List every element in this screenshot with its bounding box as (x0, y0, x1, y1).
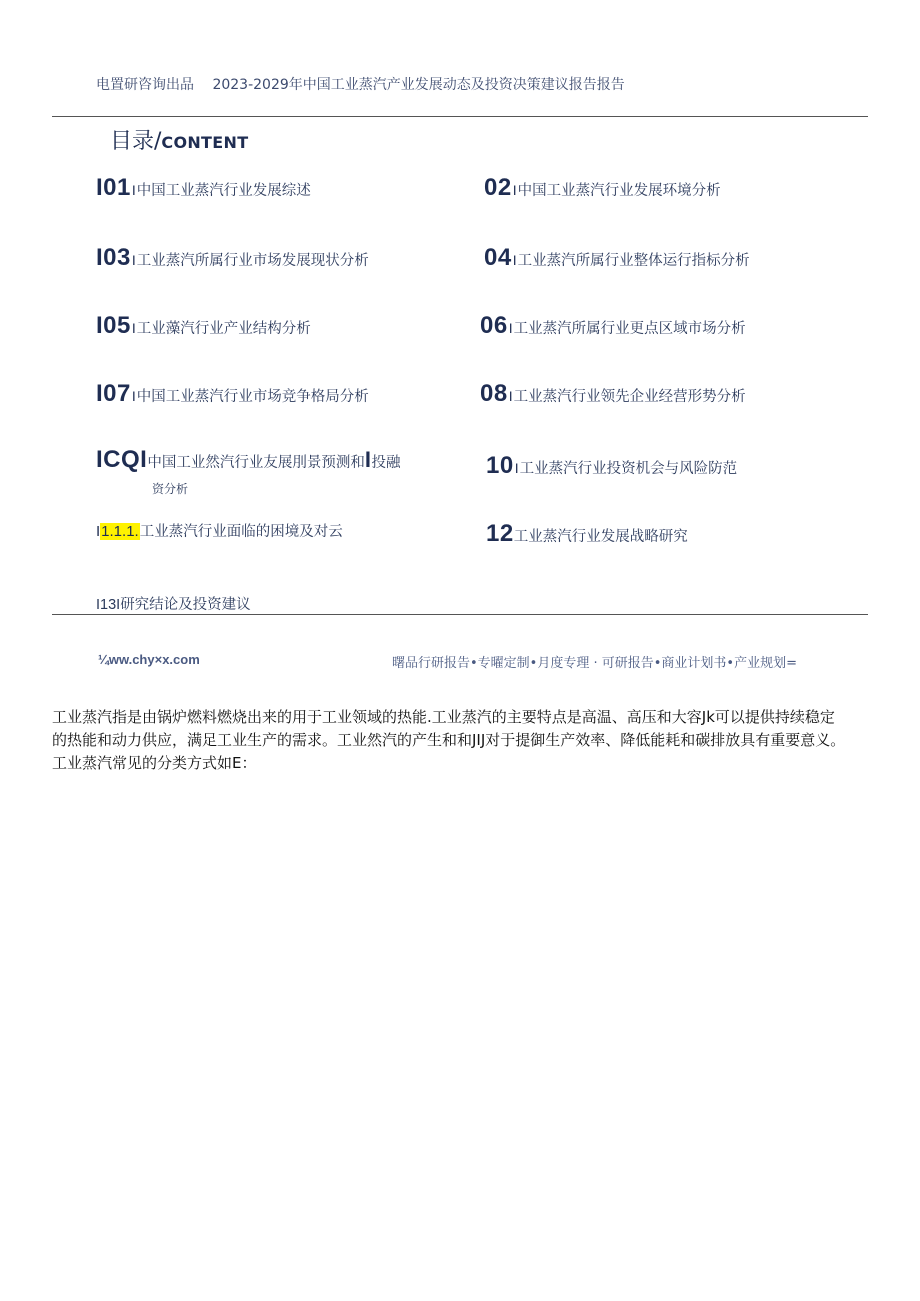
toc-number: I05 (96, 312, 131, 339)
toc-number: 12 (486, 520, 514, 547)
paragraph-line: 工业蒸汽常见的分类方式如E： (52, 754, 257, 772)
paragraph-line: 工业蒸汽指是由锅炉燃料燃烧出来的用于工业领域的热能.工业蒸汽的主要特点是高温、高压和大容Jk可以提供持续稳定 (52, 708, 835, 726)
toc-number-highlighted: 1.1.1. (101, 523, 139, 540)
toc-label: 中国工业蒸汽行业市场竞争格局分析 (136, 389, 369, 405)
paragraph-line: 的热能和动力供应，满足工业生产的需求。工业然汽的产生和和JIJ对于提御生产效率、降低能耗和碳排放具有重要意义。 (52, 731, 846, 749)
toc-label: 中国工业然汽行业友展刖景预测和 (147, 455, 365, 471)
toc-label: 工业蒸汽所属行业更点区域市场分析 (513, 321, 746, 337)
toc-number-prefix: I (96, 523, 101, 540)
separator: I (514, 460, 519, 476)
separator: I (131, 320, 136, 336)
toc-item-06[interactable] (480, 312, 746, 340)
toc-label-tail: 投融 (371, 455, 401, 471)
toc-title (110, 124, 248, 155)
service-list: 曙品行研报告•专曜定制•月度专理 · 可研报告•商业计划书•产业规划= (392, 656, 797, 671)
toc-number: I03 (96, 244, 131, 271)
toc-label: 工业蒸汽所属行业整体运行指标分析 (517, 253, 750, 269)
toc-label: 工业蒸汽行业发展战略研究 (513, 529, 688, 545)
toc-label: 工业蒸汽行业领先企业经营形势分析 (513, 389, 746, 405)
separator: I (131, 388, 136, 404)
header-divider (52, 116, 868, 117)
toc-title-cn: 目录/ (110, 129, 162, 154)
toc-item-08[interactable] (480, 380, 746, 408)
separator: I (364, 447, 372, 472)
toc-number: ICQI (96, 446, 148, 473)
toc-item-01[interactable] (96, 174, 311, 202)
toc-number: 06 (480, 312, 508, 339)
toc-item-07[interactable] (96, 380, 369, 408)
report-title: 2023-2029年中国工业蒸汽产业发展动态及投资决策建议报告报告 (212, 77, 625, 93)
separator: I (508, 320, 513, 336)
toc-label: 工业蒸汽行业面临的困境及对云 (139, 524, 343, 540)
toc-label-continuation: 资分析 (152, 482, 189, 496)
toc-label: 工业蒸汽行业投资机会与风险防范 (519, 461, 738, 477)
separator: I (131, 182, 136, 198)
toc-label: 中国工业蒸汽行业发展综述 (136, 183, 311, 199)
intro-paragraph (52, 706, 882, 775)
report-header (96, 74, 625, 94)
toc-item-10[interactable] (486, 452, 737, 480)
toc-item-09[interactable] (96, 446, 401, 496)
toc-number: 02 (484, 174, 512, 201)
toc-label: 工业藻汽行业产业结构分析 (136, 321, 311, 337)
website-link[interactable]: ¼ww.chy×x.com (98, 652, 200, 667)
toc-item-05[interactable] (96, 312, 311, 340)
toc-number: I01 (96, 174, 131, 201)
toc-number: 10 (486, 452, 514, 479)
toc-item-13[interactable] (96, 593, 251, 614)
toc-label: 研究结论及投资建议 (120, 597, 251, 613)
toc-item-12[interactable] (486, 520, 688, 548)
toc-item-03[interactable] (96, 244, 369, 272)
toc-number: 08 (480, 380, 508, 407)
toc-number: I13I (96, 597, 121, 613)
toc-bottom-divider (52, 614, 868, 615)
toc-number: I07 (96, 380, 131, 407)
separator: I (508, 388, 513, 404)
toc-title-en: CONTENT (161, 133, 249, 152)
toc-label: 工业蒸汽所属行业市场发展现状分析 (136, 253, 369, 269)
separator: I (512, 252, 517, 268)
toc-number: 04 (484, 244, 512, 271)
toc-item-11[interactable] (96, 520, 343, 541)
separator: I (131, 252, 136, 268)
toc-label: 中国工业蒸汽行业发展环境分析 (517, 183, 721, 199)
toc-item-04[interactable] (484, 244, 750, 272)
toc-item-02[interactable] (484, 174, 721, 202)
separator: I (512, 182, 517, 198)
publisher-name: 电置研咨询出品 (96, 77, 194, 93)
